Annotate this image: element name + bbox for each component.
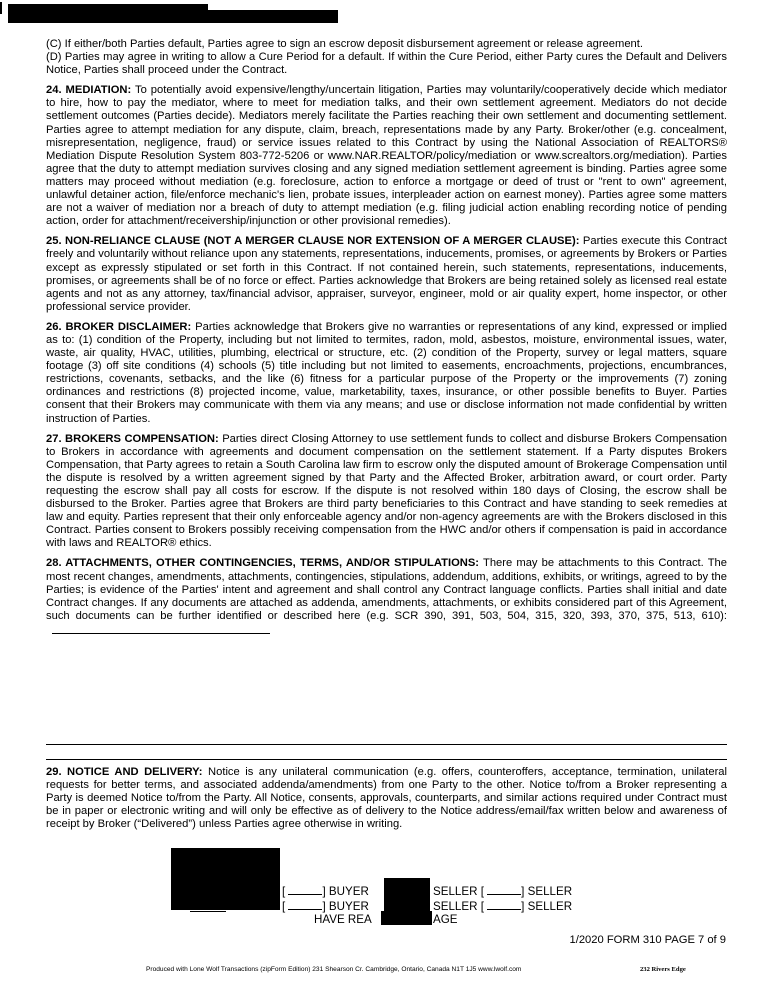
- redacted-signature-left: [171, 848, 280, 910]
- contract-body: [46, 38, 727, 645]
- buyer-initials-2: [282, 899, 369, 913]
- clause-23c: (C) If either/both Parties default, Parties agree to sign an escrow deposit disbursement agreement or release agreement.: [46, 38, 643, 50]
- section-27-brokers-compensation: [46, 433, 727, 551]
- section-29-heading: 29. NOTICE AND DELIVERY:: [46, 766, 203, 778]
- section-28-heading: 28. ATTACHMENTS, OTHER CONTINGENCIES, TERMS, AND/OR STIPULATIONS:: [46, 557, 480, 570]
- buyer-initials-field-1[interactable]: [288, 884, 322, 895]
- seller-initials-field-1[interactable]: [487, 884, 521, 895]
- redacted-signature-middle-lower: [381, 911, 432, 925]
- section-23-continuation: [46, 38, 727, 77]
- initials-line-left[interactable]: [190, 911, 226, 912]
- section-27-heading: 27. BROKERS COMPENSATION:: [46, 432, 219, 445]
- attachments-line-2[interactable]: [46, 759, 727, 760]
- section-25-body: Parties execute this Contract freely and voluntarily without reliance upon any statements, representations, inducements, promises, or agreements by Brokers or Parties except as expressly stipulated or set forth in this Contract. If not contained herein, such statements, representations, inducements, promises, or agreements shall be of no force or effect. Parties acknowledge that Brokers are being retained solely as licensed real estate agents and not as any attorney, tax/financial advisor, appraiser, surveyor, engineer, mold or air quality expert, home inspector, or other professional service provider.: [46, 235, 727, 313]
- section-26-heading: 26. BROKER DISCLAIMER:: [46, 320, 192, 333]
- section-26-body: Parties acknowledge that Brokers give no warranties or representations of any kind, expressed or implied as to: (1) condition of the Property, including but not limited to termites, radon, mold, asbestos, moisture, environmental issues, water, waste, air quality, HVAC, utilities, plumbing, electrical or structure, etc. (2) condition of the Property, survey or legal matters, square footage (3) off site conditions (4) schools (5) title including but not limited to easements, encroachments, projections, encumbrances, restrictions, covenants, setbacks, and the like (6) fitness for a particular purpose of the Property or the improvements (7) zoning ordinances and restrictions (8) projected income, value, marketability, taxes, insurance, or other possible benefits to Buyer. Parties consent that their Brokers may communicate with them via any means; and use or disclose information not made confidential by written instruction of Parties.: [46, 320, 727, 425]
- redacted-header-2: [8, 10, 338, 23]
- bracket-open: [: [282, 900, 286, 913]
- section-24-mediation: [46, 84, 727, 228]
- seller-initials-2: [433, 899, 572, 913]
- seller-label-left-1: SELLER [: [433, 885, 484, 898]
- section-24-heading: 24. MEDIATION:: [46, 84, 132, 97]
- seller-label-left-2: SELLER [: [433, 900, 484, 913]
- seller-initials-field-2[interactable]: [487, 899, 521, 910]
- buyer-initials-field-2[interactable]: [288, 899, 322, 910]
- seller-label-right-2: ] SELLER: [521, 900, 573, 913]
- attachments-description-field[interactable]: [52, 623, 270, 634]
- have-read-label-a: HAVE REA: [314, 913, 372, 926]
- section-26-broker-disclaimer: [46, 321, 727, 426]
- bracket-open: [: [282, 885, 286, 898]
- redacted-signature-middle: [384, 878, 430, 912]
- seller-label-right-1: ] SELLER: [521, 885, 573, 898]
- produced-with-note: Produced with Lone Wolf Transactions (zipForm Edition) 231 Shearson Cr. Cambridge, Ontario, Canada N1T 1J5 www.lwolf.com: [146, 966, 522, 973]
- property-address: 232 Rivers Edge: [640, 966, 686, 973]
- section-24-body: To potentially avoid expensive/lengthy/uncertain litigation, Parties may voluntarily/cooperatively decide which mediator to hire, how to pay the mediator, where to meet for mediation talks, and their own settlement agreement. Mediators do not decide settlement outcomes (Parties decide). Mediators merely facilitate the Parties reaching their own settlement and documenting settlement. Parties agree to attempt mediation for any dispute, claim, breach, representations made by any Party. Broker/other (e.g. concealment, misrepresentation, negligence, fraud) or service issues related to this Contract by using the National Association of REALTORS® Mediation Dispute Resolution System 803-772-5206 or www.NAR.REALTOR/policy/mediation or www.screaltors.org/mediation). Parties agree that the duty to attempt mediation survives closing and any signed mediation settlement agreement is binding. Parties agree some matters may proceed without mediation (e.g. foreclosure, action to enforce a mortgage or deed of trust or "rent to own" agreement, unlawful detainer action, file/enforce mechanic's lien, probate issues, interpleader action on earnest money). Parties agree some matters are not a waiver of mediation nor a breach of duty to attempt mediation (e.g. filing judicial action enabling recording notice of pending action, order for attachment/receivership/injunction or other provisional remedies).: [46, 84, 728, 228]
- buyer-label-2: ] BUYER: [322, 900, 369, 913]
- attachments-line-1[interactable]: [46, 744, 727, 745]
- section-29-block: [46, 766, 727, 838]
- section-28-attachments: [46, 557, 727, 638]
- section-28-body: There may be attachments to this Contract. The most recent changes, amendments, attachments, contingencies, stipulations, addendum, additions, exhibits, or writings, agreed to by the Parties; is evidence of the Parties' intent and agreement and shall control any Contract language conflicts. Parties shall initial and date Contract changes. If any documents are attached as addenda, amendments, attachments, or exhibits considered part of this Agreement, such documents can be further identified or described here (e.g. SCR 390, 391, 503, 504, 315, 320, 393, 370, 375, 513, 610):: [46, 557, 727, 622]
- section-25-non-reliance: [46, 235, 727, 314]
- form-page-number: 1/2020 FORM 310 PAGE 7 of 9: [569, 934, 726, 946]
- have-read-label-b: AGE: [433, 913, 458, 926]
- buyer-label-1: ] BUYER: [322, 885, 369, 898]
- seller-initials-1: [433, 884, 572, 898]
- section-29-notice: [46, 766, 727, 831]
- page-edge-mark: [0, 2, 2, 14]
- clause-23d: (D) Parties may agree in writing to allow a Cure Period for a default. If within the Cure Period, either Party cures the Default and Delivers Notice, Parties shall proceed under the Contract.: [46, 51, 727, 77]
- buyer-initials-1: [282, 884, 369, 898]
- section-27-body: Parties direct Closing Attorney to use settlement funds to collect and disburse Brokers Compensation to Brokers in accordance with agreements and document compensation on the settlement statement. If a Party disputes Brokers Compensation, that Party agrees to retain a South Carolina law firm to escrow only the disputed amount of Brokerage Compensation until the dispute is resolved by a written agreement signed by that Party and the Affected Broker, arbitration award, or court order. Party requesting the escrow shall pay all costs for escrow. If the dispute is not resolved within 180 days of Closing, the escrow shall be disbursed to the Broker. Parties agree that Brokers are third party beneficiaries to this Contract and have standing to seek remedies at law and equity. Parties represent that their only enforceable agency and/or non-agency agreements are with the Brokers disclosed in this Contract. Parties consent to Brokers possibly receiving compensation from the HWC and/or others if compensation is paid in accordance with laws and REALTOR® ethics.: [46, 432, 727, 550]
- section-25-heading: 25. NON-RELIANCE CLAUSE (NOT A MERGER CLAUSE NOR EXTENSION OF A MERGER CLAUSE):: [46, 235, 580, 248]
- section-29-body: Notice is any unilateral communication (e.g. offers, counteroffers, acceptance, termination, unilateral requests for better terms, and associated addenda/amendments) from one Party to the other. Notice to/from a Broker representing a Party is deemed Notice to/from the Party. All Notice, consents, approvals, counterparts, and similar actions required under Contract must be in paper or electronic writing and will only be effective as of delivery to the Notice address/email/fax written below and awareness of receipt by Broker (“Delivered”) unless Parties agree otherwise in writing.: [46, 766, 728, 831]
